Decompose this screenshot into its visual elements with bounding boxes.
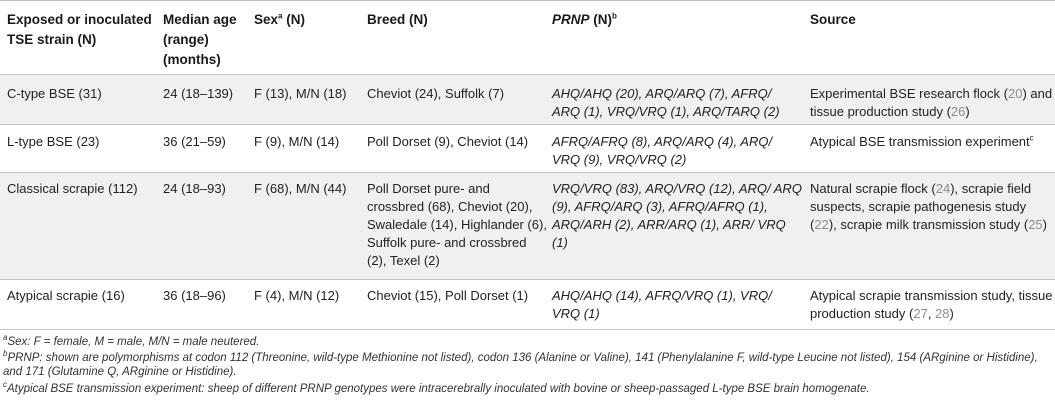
footnote-a-marker: a bbox=[3, 333, 8, 343]
footnote-a-text: Sex: F = female, M = male, M/N = male neutered. bbox=[7, 336, 260, 348]
reference-link[interactable]: 25 bbox=[1028, 217, 1043, 232]
source-text: ) bbox=[965, 104, 970, 119]
source-text: Natural scrapie flock ( bbox=[810, 181, 936, 196]
footnote-c-text: Atypical BSE transmission experiment: sheep of different PRNP genotypes were intracerebrally inoculated with bovine or sheep-passaged L-type BSE brain homogenate. bbox=[7, 383, 870, 395]
cell-strain: C-type BSE (31) bbox=[7, 86, 102, 101]
footnote-b bbox=[3, 351, 1053, 379]
cell-breed: Poll Dorset pure- and crossbred (68), Cheviot (20), Swaledale (14), Highlander (6), Suffolk pure- and crossbred (2), Texel (2) bbox=[367, 181, 547, 268]
cell-breed: Cheviot (15), Poll Dorset (1) bbox=[367, 288, 529, 303]
cell-strain: Classical scrapie (112) bbox=[7, 181, 138, 196]
source-text: ), scrapie field suspects, scrapie pathogenesis study ( bbox=[810, 181, 1032, 232]
source-text: ) bbox=[949, 306, 954, 321]
header-sex-n: (N) bbox=[282, 12, 305, 27]
cell-sex: F (68), M/N (44) bbox=[254, 181, 347, 196]
cell-prnp: AHQ/AHQ (14), AFRQ/VRQ (1), VRQ/ VRQ (1) bbox=[552, 288, 772, 321]
table-bottom-rule bbox=[0, 329, 1055, 330]
header-source: Source bbox=[810, 12, 856, 27]
cell-prnp: VRQ/VRQ (83), ARQ/VRQ (12), ARQ/ ARQ (9), AFRQ/ARQ (3), AFRQ/AFRQ (1), ARQ/ARH (2), ARR/ARQ (1), ARR/ VRQ (1) bbox=[552, 181, 802, 250]
reference-link[interactable]: 28 bbox=[935, 306, 950, 321]
cell-source bbox=[810, 133, 1053, 151]
cell-age: 24 (18–139) bbox=[163, 86, 234, 101]
cell-strain: Atypical scrapie (16) bbox=[7, 288, 125, 303]
source-text: , bbox=[927, 306, 936, 321]
header-prnp-label: PRNP bbox=[552, 12, 590, 27]
header-sex-label: Sex bbox=[254, 12, 279, 27]
header-breed: Breed (N) bbox=[367, 12, 428, 27]
cell-breed: Cheviot (24), Suffolk (7) bbox=[367, 86, 505, 101]
header-prnp-n: (N) bbox=[589, 12, 613, 27]
header-sex-footnote-marker: a bbox=[278, 11, 283, 21]
row-divider bbox=[0, 279, 1055, 280]
cell-prnp: AHQ/AHQ (20), ARQ/ARQ (7), AFRQ/ ARQ (1), VRQ/VRQ (1), ARQ/TARQ (2) bbox=[552, 86, 780, 119]
cell-breed: Poll Dorset (9), Cheviot (14) bbox=[367, 134, 529, 149]
cell-age: 36 (21–59) bbox=[163, 134, 226, 149]
header-sex bbox=[254, 10, 362, 30]
cell-sex: F (4), M/N (12) bbox=[254, 288, 340, 303]
footnote-b-text: PRNP: shown are polymorphisms at codon 112 (Threonine, wild-type Methionine not listed), codon 136 (Alanine or Valine), 141 (Phenylalanine F, wild-type Leucine not listed), 154 (ARginine or Histidine), and 171 (Glutamine Q, ARginine or Histidine). bbox=[3, 352, 1038, 378]
cell-age: 36 (18–96) bbox=[163, 288, 226, 303]
source-text: ), scrapie milk transmission study ( bbox=[828, 217, 1029, 232]
row-divider bbox=[0, 124, 1055, 125]
header-prnp-footnote-marker: b bbox=[612, 11, 617, 21]
header-age: Median age (range) (months) bbox=[163, 12, 237, 67]
reference-link[interactable]: 22 bbox=[814, 217, 829, 232]
source-text: ) bbox=[1042, 217, 1048, 232]
reference-link[interactable]: 20 bbox=[1007, 86, 1023, 101]
cell-source bbox=[810, 180, 1053, 234]
cell-sex: F (13), M/N (18) bbox=[254, 86, 347, 101]
source-text: Atypical scrapie transmission study, tissue production study ( bbox=[810, 288, 1053, 321]
reference-link[interactable]: 24 bbox=[935, 181, 951, 196]
source-text: ) and tissue production study ( bbox=[810, 86, 1053, 119]
header-strain: Exposed or inoculated TSE strain (N) bbox=[7, 12, 152, 47]
header-prnp bbox=[552, 10, 802, 30]
cell-sex: F (9), M/N (14) bbox=[254, 134, 340, 149]
reference-link[interactable]: 26 bbox=[950, 104, 966, 119]
top-rule bbox=[0, 0, 1055, 1]
footnote-a bbox=[3, 335, 1053, 349]
cell-source bbox=[810, 287, 1053, 323]
cell-strain: L-type BSE (23) bbox=[7, 134, 100, 149]
cell-prnp: AFRQ/AFRQ (8), ARQ/ARQ (4), ARQ/ VRQ (9), VRQ/VRQ (2) bbox=[552, 134, 773, 167]
source-text: Experimental BSE research flock ( bbox=[810, 86, 1008, 101]
reference-link[interactable]: 27 bbox=[913, 306, 928, 321]
cell-age: 24 (18–93) bbox=[163, 181, 226, 196]
footnote-b-marker: b bbox=[3, 349, 8, 359]
footnote-c bbox=[3, 382, 1053, 396]
source-text: Atypical BSE transmission experiment bbox=[810, 134, 1030, 149]
cell-source bbox=[810, 85, 1053, 121]
footnote-marker: c bbox=[1029, 133, 1034, 143]
footnote-c-marker: c bbox=[3, 380, 7, 390]
